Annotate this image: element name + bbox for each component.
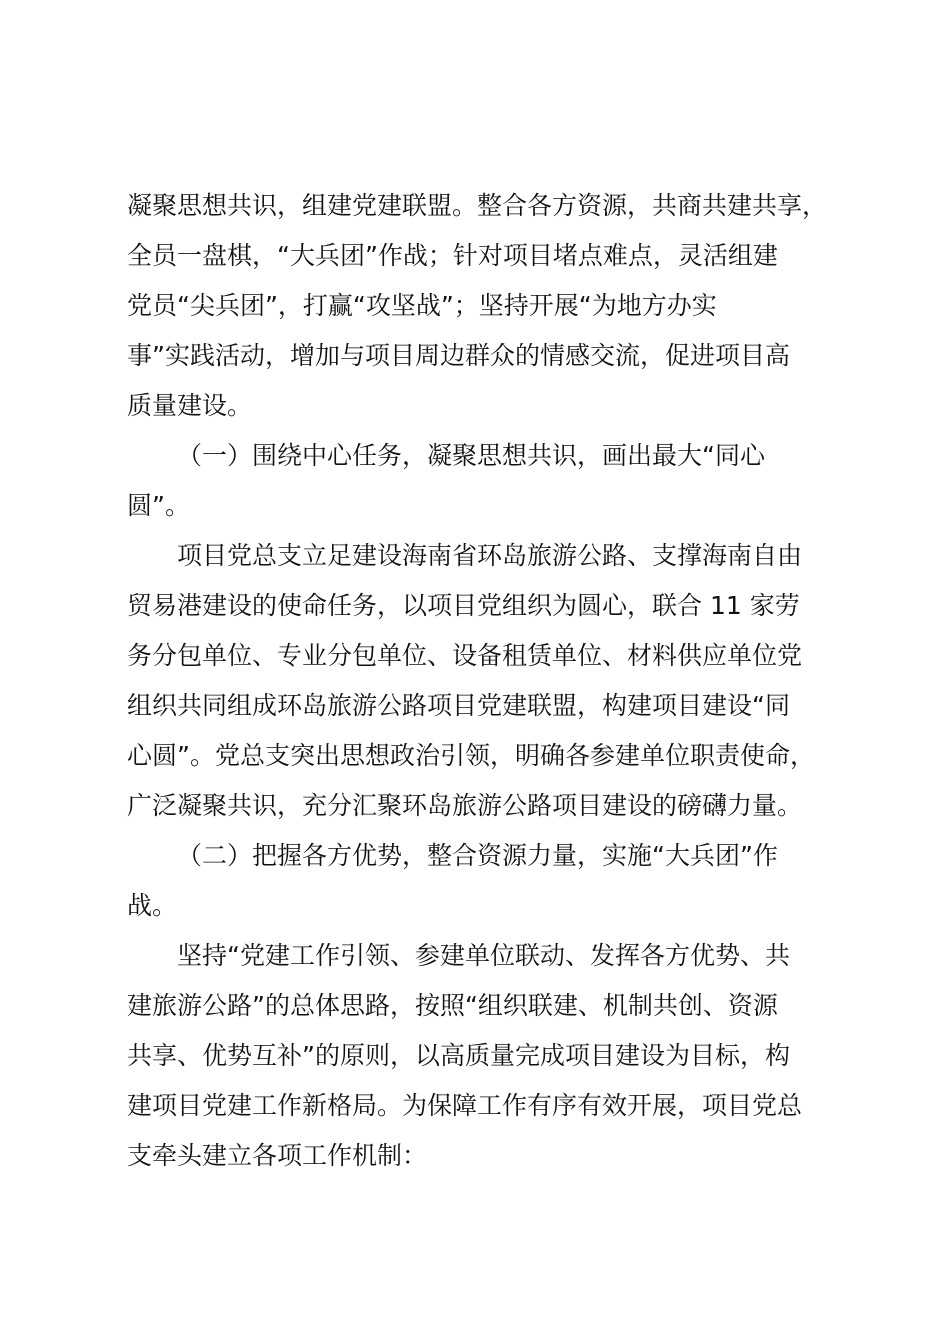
text-line: 项目党总支立足建设海南省环岛旅游公路、支撑海南自由 — [177, 541, 803, 570]
text-line: 建旅游公路”的总体思路，按照“组织联建、机制共创、资源 — [127, 991, 778, 1020]
heading-line: （二）把握各方优势，整合资源力量，实施“大兵团”作 — [177, 841, 778, 870]
heading-line: （一）围绕中心任务，凝聚思想共识，画出最大“同心 — [177, 441, 765, 470]
text-line: 全员一盘棋，“大兵团”作战；针对项目堵点难点，灵活组建 — [127, 241, 778, 270]
text-line: 党员“尖兵团”，打赢“攻坚战”；坚持开展“为地方办实 — [127, 291, 717, 320]
text-line: 广泛凝聚共识，充分汇聚环岛旅游公路项目建设的磅礴力量。 — [127, 791, 803, 820]
section-1-body — [127, 531, 827, 831]
text-line: 心圆”。党总支突出思想政治引领，明确各参建单位职责使命， — [127, 741, 815, 770]
text-line: 坚持“党建工作引领、参建单位联动、发挥各方优势、共 — [177, 941, 790, 970]
text-line: 事”实践活动，增加与项目周边群众的情感交流，促进项目高 — [127, 341, 790, 370]
section-2-body — [127, 931, 827, 1181]
heading-line: 战。 — [127, 891, 178, 920]
text-line: 支牵头建立各项工作机制： — [127, 1141, 428, 1170]
text-line: 贸易港建设的使命任务，以项目党组织为圆心，联合 11 家劳 — [127, 591, 800, 620]
document-body — [127, 181, 827, 1181]
section-heading-1 — [127, 431, 827, 531]
text-line: 凝聚思想共识，组建党建联盟。整合各方资源，共商共建共享， — [127, 191, 828, 220]
text-line: 务分包单位、专业分包单位、设备租赁单位、材料供应单位党 — [127, 641, 803, 670]
text-line: 共享、优势互补”的原则，以高质量完成项目建设为目标，构 — [127, 1041, 790, 1070]
heading-line: 圆”。 — [127, 491, 190, 520]
text-line: 质量建设。 — [127, 391, 253, 420]
text-line: 建项目党建工作新格局。为保障工作有序有效开展，项目党总 — [127, 1091, 803, 1120]
intro-paragraph — [127, 181, 827, 431]
text-line: 组织共同组成环岛旅游公路项目党建联盟，构建项目建设“同 — [127, 691, 790, 720]
section-heading-2 — [127, 831, 827, 931]
